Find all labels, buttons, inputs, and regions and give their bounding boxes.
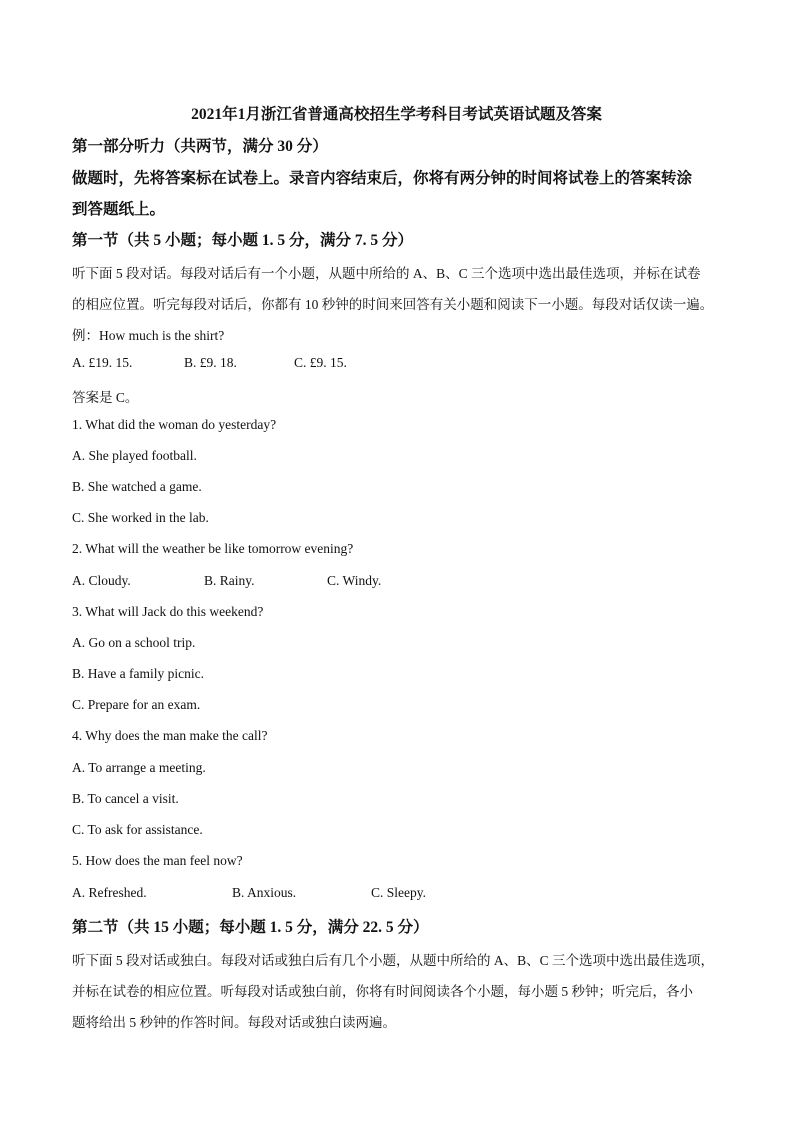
question-1-option-a: A. She played football. [72, 448, 197, 463]
question-1-option-c: C. She worked in the lab. [72, 510, 209, 525]
section1-heading: 第一节（共 5 小题；每小题 1. 5 分，满分 7. 5 分） [72, 232, 414, 249]
section1-desc-line1: 听下面 5 段对话。每段对话后有一个小题，从题中所给的 A、B、C 三个选项中选出最佳选项，并标在试卷 [72, 266, 701, 281]
question-5-options [72, 885, 426, 901]
question-4-option-b: B. To cancel a visit. [72, 791, 179, 806]
question-3-option-c: C. Prepare for an exam. [72, 697, 201, 712]
section2-desc-line3: 题将给出 5 秒钟的作答时间。每段对话或独白读两遍。 [72, 1015, 396, 1030]
question-3: 3. What will Jack do this weekend? [72, 604, 264, 619]
question-2: 2. What will the weather be like tomorrow evening? [72, 541, 354, 556]
example-answer: 答案是 C。 [72, 390, 139, 405]
section1-desc-line2: 的相应位置。听完每段对话后，你都有 10 秒钟的时间来回答有关小题和阅读下一小题。每段对话仅读一遍。 [72, 297, 714, 312]
example-option-b: B. £9. 18. [184, 355, 237, 370]
question-5: 5. How does the man feel now? [72, 853, 243, 868]
question-3-option-a: A. Go on a school trip. [72, 635, 196, 650]
question-5-option-c: C. Sleepy. [371, 885, 426, 900]
question-2-option-b: B. Rainy. [204, 573, 255, 588]
part1-heading: 第一部分听力（共两节，满分 30 分） [72, 138, 328, 155]
part1-instruction-line2: 到答题纸上。 [72, 201, 166, 218]
example-option-a: A. £19. 15. [72, 355, 133, 370]
document-title: 2021年1月浙江省普通高校招生学考科目考试英语试题及答案 [191, 106, 602, 123]
question-2-options [72, 573, 381, 589]
question-4: 4. Why does the man make the call? [72, 728, 268, 743]
question-5-option-b: B. Anxious. [232, 885, 297, 900]
example-options [72, 355, 347, 371]
question-2-option-a: A. Cloudy. [72, 573, 131, 588]
part1-instruction-line1: 做题时，先将答案标在试卷上。录音内容结束后，你将有两分钟的时间将试卷上的答案转涂 [72, 170, 693, 187]
example-option-c: C. £9. 15. [294, 355, 347, 370]
question-2-option-c: C. Windy. [327, 573, 382, 588]
question-4-option-a: A. To arrange a meeting. [72, 760, 206, 775]
section2-desc-line2: 并标在试卷的相应位置。听每段对话或独白前，你将有时间阅读各个小题，每小题 5 秒钟；听完后，各小 [72, 984, 693, 999]
section2-heading: 第二节（共 15 小题；每小题 1. 5 分，满分 22. 5 分） [72, 919, 429, 936]
question-5-option-a: A. Refreshed. [72, 885, 147, 900]
question-1: 1. What did the woman do yesterday? [72, 417, 277, 432]
example-question: 例：How much is the shirt? [72, 328, 225, 343]
question-4-option-c: C. To ask for assistance. [72, 822, 203, 837]
question-1-option-b: B. She watched a game. [72, 479, 202, 494]
question-3-option-b: B. Have a family picnic. [72, 666, 204, 681]
section2-desc-line1: 听下面 5 段对话或独白。每段对话或独白后有几个小题，从题中所给的 A、B、C 三个选项中选出最佳选项， [72, 953, 715, 968]
